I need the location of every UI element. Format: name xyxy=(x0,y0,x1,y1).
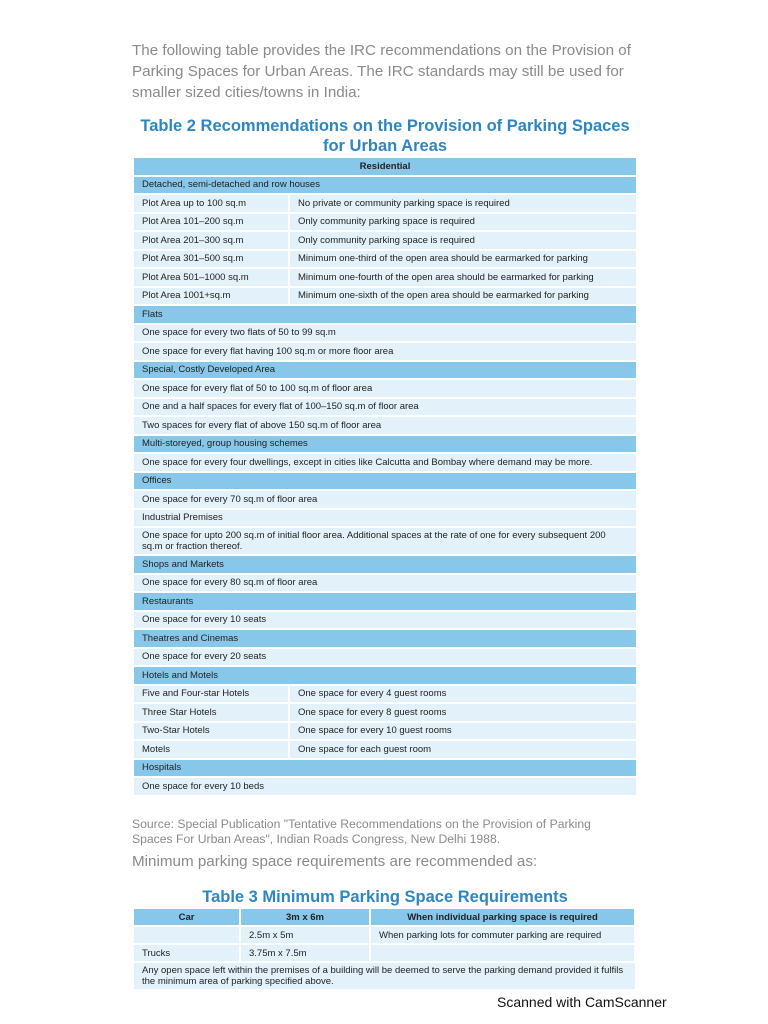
section-label: Restaurants xyxy=(134,592,636,611)
table2-cell-requirement: Industrial Premises xyxy=(134,509,636,528)
min-requirements-intro: Minimum parking space requirements are recommended as: xyxy=(132,853,538,870)
table2-cell-requirement: One space for every 10 seats xyxy=(134,611,636,630)
table3-header-cell: When individual parking space is required xyxy=(370,909,635,926)
table2-cell-category: Plot Area 501–1000 sq.m xyxy=(134,268,289,287)
table2-section-row xyxy=(134,361,636,380)
table3-note-row xyxy=(134,962,635,990)
table3-row xyxy=(134,926,635,944)
table2-cell-requirement: One space for every four dwellings, except in cities like Calcutta and Bombay where demand may be more. xyxy=(134,453,636,472)
table2-cell-category: Motels xyxy=(134,740,289,759)
table2-cell-requirement: One space for every 10 guest rooms xyxy=(289,722,636,741)
table2-cell-requirement: One space for every 10 beds xyxy=(134,777,636,796)
intro-paragraph: The following table provides the IRC recommendations on the Provision of Parking Spaces for Urban Areas. The IRC standards may still be used for smaller sized cities/towns in India: xyxy=(132,42,631,101)
table2-row xyxy=(134,268,636,287)
table2-title xyxy=(132,116,638,156)
table2-cell-requirement: One space for every flat having 100 sq.m or more floor area xyxy=(134,342,636,361)
table2-row xyxy=(134,490,636,509)
section-label: Detached, semi-detached and row houses xyxy=(134,176,636,195)
table2-section-row xyxy=(134,629,636,648)
table2-row xyxy=(134,722,636,741)
table2-cell-requirement: One space for every 8 guest rooms xyxy=(289,703,636,722)
table2-cell-requirement: Only community parking space is required xyxy=(289,213,636,232)
table2-row xyxy=(134,250,636,269)
table2-section-row xyxy=(134,305,636,324)
table2-section-row xyxy=(134,759,636,778)
table2-row xyxy=(134,740,636,759)
table2-row xyxy=(134,685,636,704)
table2-section-row xyxy=(134,555,636,574)
table2-cell-requirement: One space for every 4 guest rooms xyxy=(289,685,636,704)
table2-row xyxy=(134,527,636,555)
table2-section-row xyxy=(134,176,636,195)
table3-header-cell: 3m x 6m xyxy=(240,909,370,926)
table2-row xyxy=(134,213,636,232)
table2-section-row xyxy=(134,592,636,611)
table2-row xyxy=(134,509,636,528)
table2-cell-category: Plot Area 1001+sq.m xyxy=(134,287,289,306)
table2-cell-category: Plot Area 101–200 sq.m xyxy=(134,213,289,232)
table2-row xyxy=(134,379,636,398)
source-citation: Source: Special Publication "Tentative Recommendations on the Provision of Parking Spaces For Urban Areas", Indian Roads Congress, New Delhi 1988. xyxy=(132,817,591,846)
table2-cell-category: Five and Four-star Hotels xyxy=(134,685,289,704)
section-label: Special, Costly Developed Area xyxy=(134,361,636,380)
table2-cell-category: Two-Star Hotels xyxy=(134,722,289,741)
table2-header-row xyxy=(134,158,636,176)
table2-row xyxy=(134,611,636,630)
table2-cell-requirement: One space for every 20 seats xyxy=(134,648,636,667)
table2-row xyxy=(134,194,636,213)
table2-row xyxy=(134,398,636,417)
table3-header-cell: Car xyxy=(134,909,240,926)
table2-section-row xyxy=(134,435,636,454)
table2-title-line2: for Urban Areas xyxy=(322,137,448,155)
table2-row xyxy=(134,453,636,472)
table2-cell-requirement: One and a half spaces for every flat of 100–150 sq.m of floor area xyxy=(134,398,636,417)
table3-cell: Trucks xyxy=(134,944,240,962)
table2-cell-requirement: Minimum one-fourth of the open area should be earmarked for parking xyxy=(289,268,636,287)
table3-cell xyxy=(370,944,635,962)
table2-cell-requirement: One space for every 70 sq.m of floor area xyxy=(134,490,636,509)
section-label: Offices xyxy=(134,472,636,491)
table2-cell-requirement: One space for every 80 sq.m of floor area xyxy=(134,574,636,593)
table2-row xyxy=(134,703,636,722)
table3-title: Table 3 Minimum Parking Space Requirements xyxy=(202,888,568,906)
table2-cell-category: Plot Area 201–300 sq.m xyxy=(134,231,289,250)
table3-cell: 2.5m x 5m xyxy=(240,926,370,944)
table2-row xyxy=(134,324,636,343)
section-label: Flats xyxy=(134,305,636,324)
table2-cell-requirement: Minimum one-third of the open area should be earmarked for parking xyxy=(289,250,636,269)
table2-row xyxy=(134,574,636,593)
table2-row xyxy=(134,342,636,361)
scanner-watermark: Scanned with CamScanner xyxy=(497,994,667,1010)
table2-cell-category: Plot Area up to 100 sq.m xyxy=(134,194,289,213)
table3-note: Any open space left within the premises of a building will be deemed to serve the parking demand provided it fulfils the minimum area of parking specified above. xyxy=(134,962,635,990)
section-label: Theatres and Cinemas xyxy=(134,629,636,648)
table2-cell-requirement: One space for every two flats of 50 to 99 sq.m xyxy=(134,324,636,343)
table2-section-row xyxy=(134,472,636,491)
table2-cell-requirement: Minimum one-sixth of the open area should be earmarked for parking xyxy=(289,287,636,306)
table2-cell-requirement: One space for upto 200 sq.m of initial floor area. Additional spaces at the rate of one for every subsequent 200 sq.m or fraction thereof. xyxy=(134,527,636,555)
table3-cell xyxy=(134,926,240,944)
table2-row xyxy=(134,231,636,250)
table2-header-cell: Residential xyxy=(134,158,636,176)
parking-recommendations-table xyxy=(134,158,636,797)
table2-cell-requirement: No private or community parking space is required xyxy=(289,194,636,213)
table2-title-line1: Table 2 Recommendations on the Provision of Parking Spaces xyxy=(140,117,630,135)
table2-row xyxy=(134,287,636,306)
table3-cell: 3.75m x 7.5m xyxy=(240,944,370,962)
table2-cell-category: Three Star Hotels xyxy=(134,703,289,722)
table2-cell-requirement: Two spaces for every flat of above 150 sq.m of floor area xyxy=(134,416,636,435)
min-parking-requirements-table xyxy=(134,909,636,991)
table2-row xyxy=(134,648,636,667)
table2-section-row xyxy=(134,666,636,685)
table2-cell-requirement: Only community parking space is required xyxy=(289,231,636,250)
section-label: Shops and Markets xyxy=(134,555,636,574)
table3-header-row xyxy=(134,909,635,926)
table2-cell-requirement: One space for every flat of 50 to 100 sq.m of floor area xyxy=(134,379,636,398)
table2-cell-category: Plot Area 301–500 sq.m xyxy=(134,250,289,269)
section-label: Hospitals xyxy=(134,759,636,778)
section-label: Hotels and Motels xyxy=(134,666,636,685)
section-label: Multi-storeyed, group housing schemes xyxy=(134,435,636,454)
table3-row xyxy=(134,944,635,962)
table2-cell-requirement: One space for each guest room xyxy=(289,740,636,759)
table2-row xyxy=(134,777,636,796)
table3-cell: When parking lots for commuter parking are required xyxy=(370,926,635,944)
table2-row xyxy=(134,416,636,435)
